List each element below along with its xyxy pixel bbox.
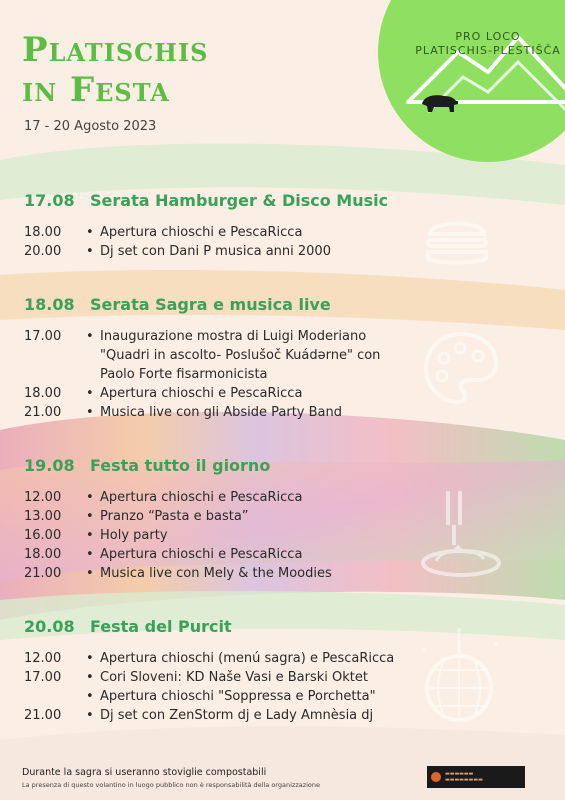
- page-title: [22, 30, 209, 110]
- bullet-icon: •: [86, 651, 94, 666]
- event-time: 18.00: [24, 225, 62, 240]
- event-item: [24, 403, 544, 422]
- day-title: Festa tutto il giorno: [90, 455, 271, 475]
- day-title: Festa del Purcit: [90, 616, 232, 636]
- event-text: Apertura chioschi e PescaRicca: [100, 547, 303, 562]
- event-time: 18.00: [24, 547, 62, 562]
- bullet-icon: •: [86, 244, 94, 259]
- logo-line1: PRO LOCO: [455, 30, 521, 43]
- event-text: Dj set con Dani P musica anni 2000: [100, 244, 331, 259]
- day-section-19-08: [24, 454, 544, 583]
- day-section-20-08: [24, 615, 544, 725]
- footer-disclaimer: La presenza di questo volantino in luogo pubblico non è responsabilità della organizzazione: [22, 781, 321, 789]
- event-time: 18.00: [24, 386, 62, 401]
- event-item: [24, 384, 544, 403]
- bullet-icon: •: [86, 708, 94, 723]
- day-section-18-08: [24, 293, 544, 422]
- event-time: 12.00: [24, 490, 62, 505]
- event-time: 20.00: [24, 244, 62, 259]
- event-time: 17.00: [24, 329, 62, 344]
- day-title: Serata Hamburger & Disco Music: [90, 190, 389, 210]
- event-time: 13.00: [24, 509, 62, 524]
- event-time: [24, 687, 86, 706]
- event-time: 17.00: [24, 670, 62, 685]
- day-date: 19.08: [24, 455, 75, 475]
- day-section-17-08: [24, 189, 544, 261]
- event-text-line: Inaugurazione mostra di Luigi Moderiano: [100, 329, 367, 344]
- event-item: [24, 242, 544, 261]
- event-item: [24, 327, 544, 384]
- day-header: [24, 454, 544, 476]
- event-text: Musica live con Mely & the Moodies: [100, 566, 332, 581]
- event-item: [24, 507, 544, 526]
- logo-line2: PLATISCHIS-PLESTIŠČA: [415, 44, 561, 57]
- event-time: 16.00: [24, 528, 62, 543]
- day-header: [24, 189, 544, 211]
- event-text: Apertura chioschi "Soppressa e Porchetta": [100, 689, 376, 704]
- title-line2: in Festa: [22, 70, 170, 110]
- event-time: 12.00: [24, 651, 62, 666]
- mountain-icon: [378, 0, 565, 162]
- day-date: 20.08: [24, 616, 75, 636]
- bear-icon: [420, 92, 460, 114]
- bullet-icon: •: [86, 528, 94, 543]
- event-text: Cori Sloveni: KD Naše Vasi e Barski Oktet: [100, 670, 368, 685]
- event-text: Pranzo “Pasta e basta”: [100, 509, 249, 524]
- sponsor-logo: [427, 766, 525, 788]
- bullet-icon: •: [86, 689, 94, 704]
- event-time: 21.00: [24, 405, 62, 420]
- bullet-icon: •: [86, 566, 94, 581]
- day-date: 18.08: [24, 294, 75, 314]
- event-text-line: "Quadri in ascolto- Poslušoč Kuádərne" con: [100, 348, 381, 363]
- event-text: [100, 327, 544, 384]
- event-item: [24, 706, 544, 725]
- bullet-icon: •: [86, 225, 94, 240]
- event-item: [24, 488, 544, 507]
- event-item: [24, 687, 544, 706]
- pro-loco-logo: [378, 0, 565, 162]
- day-header: [24, 615, 544, 637]
- event-item: [24, 668, 544, 687]
- day-header: [24, 293, 544, 315]
- event-time: 21.00: [24, 708, 62, 723]
- event-item: [24, 564, 544, 583]
- day-date: 17.08: [24, 190, 75, 210]
- sponsor-dot-icon: [431, 772, 441, 782]
- event-item: [24, 223, 544, 242]
- event-text: Apertura chioschi e PescaRicca: [100, 490, 303, 505]
- event-text-line: Paolo Forte fisarmonicista: [100, 367, 268, 382]
- bullet-icon: •: [86, 509, 94, 524]
- event-text: Holy party: [100, 528, 168, 543]
- event-text: Dj set con ZenStorm dj e Lady Amnèsia dj: [100, 708, 374, 723]
- sponsor-logo-graphic: ▬▬▬▬▬▬ ▬▬▬▬▬▬▬▬: [445, 771, 483, 783]
- event-item: [24, 526, 544, 545]
- event-text: Apertura chioschi (menú sagra) e PescaRicca: [100, 651, 395, 666]
- event-time: 21.00: [24, 566, 62, 581]
- title-line1: Platischis: [22, 30, 209, 70]
- event-dates: 17 - 20 Agosto 2023: [24, 119, 157, 134]
- event-item: [24, 649, 544, 668]
- event-item: [24, 545, 544, 564]
- bullet-icon: •: [86, 490, 94, 505]
- day-title: Serata Sagra e musica live: [90, 294, 331, 314]
- event-text: Musica live con gli Abside Party Band: [100, 405, 342, 420]
- bullet-icon: •: [86, 547, 94, 562]
- event-text: Apertura chioschi e PescaRicca: [100, 386, 303, 401]
- bullet-icon: •: [86, 405, 94, 420]
- footer-note: Durante la sagra si useranno stoviglie compostabili: [22, 767, 267, 778]
- bullet-icon: •: [86, 386, 94, 401]
- bullet-icon: •: [86, 670, 94, 685]
- event-text: Apertura chioschi e PescaRicca: [100, 225, 303, 240]
- bullet-icon: •: [86, 329, 94, 344]
